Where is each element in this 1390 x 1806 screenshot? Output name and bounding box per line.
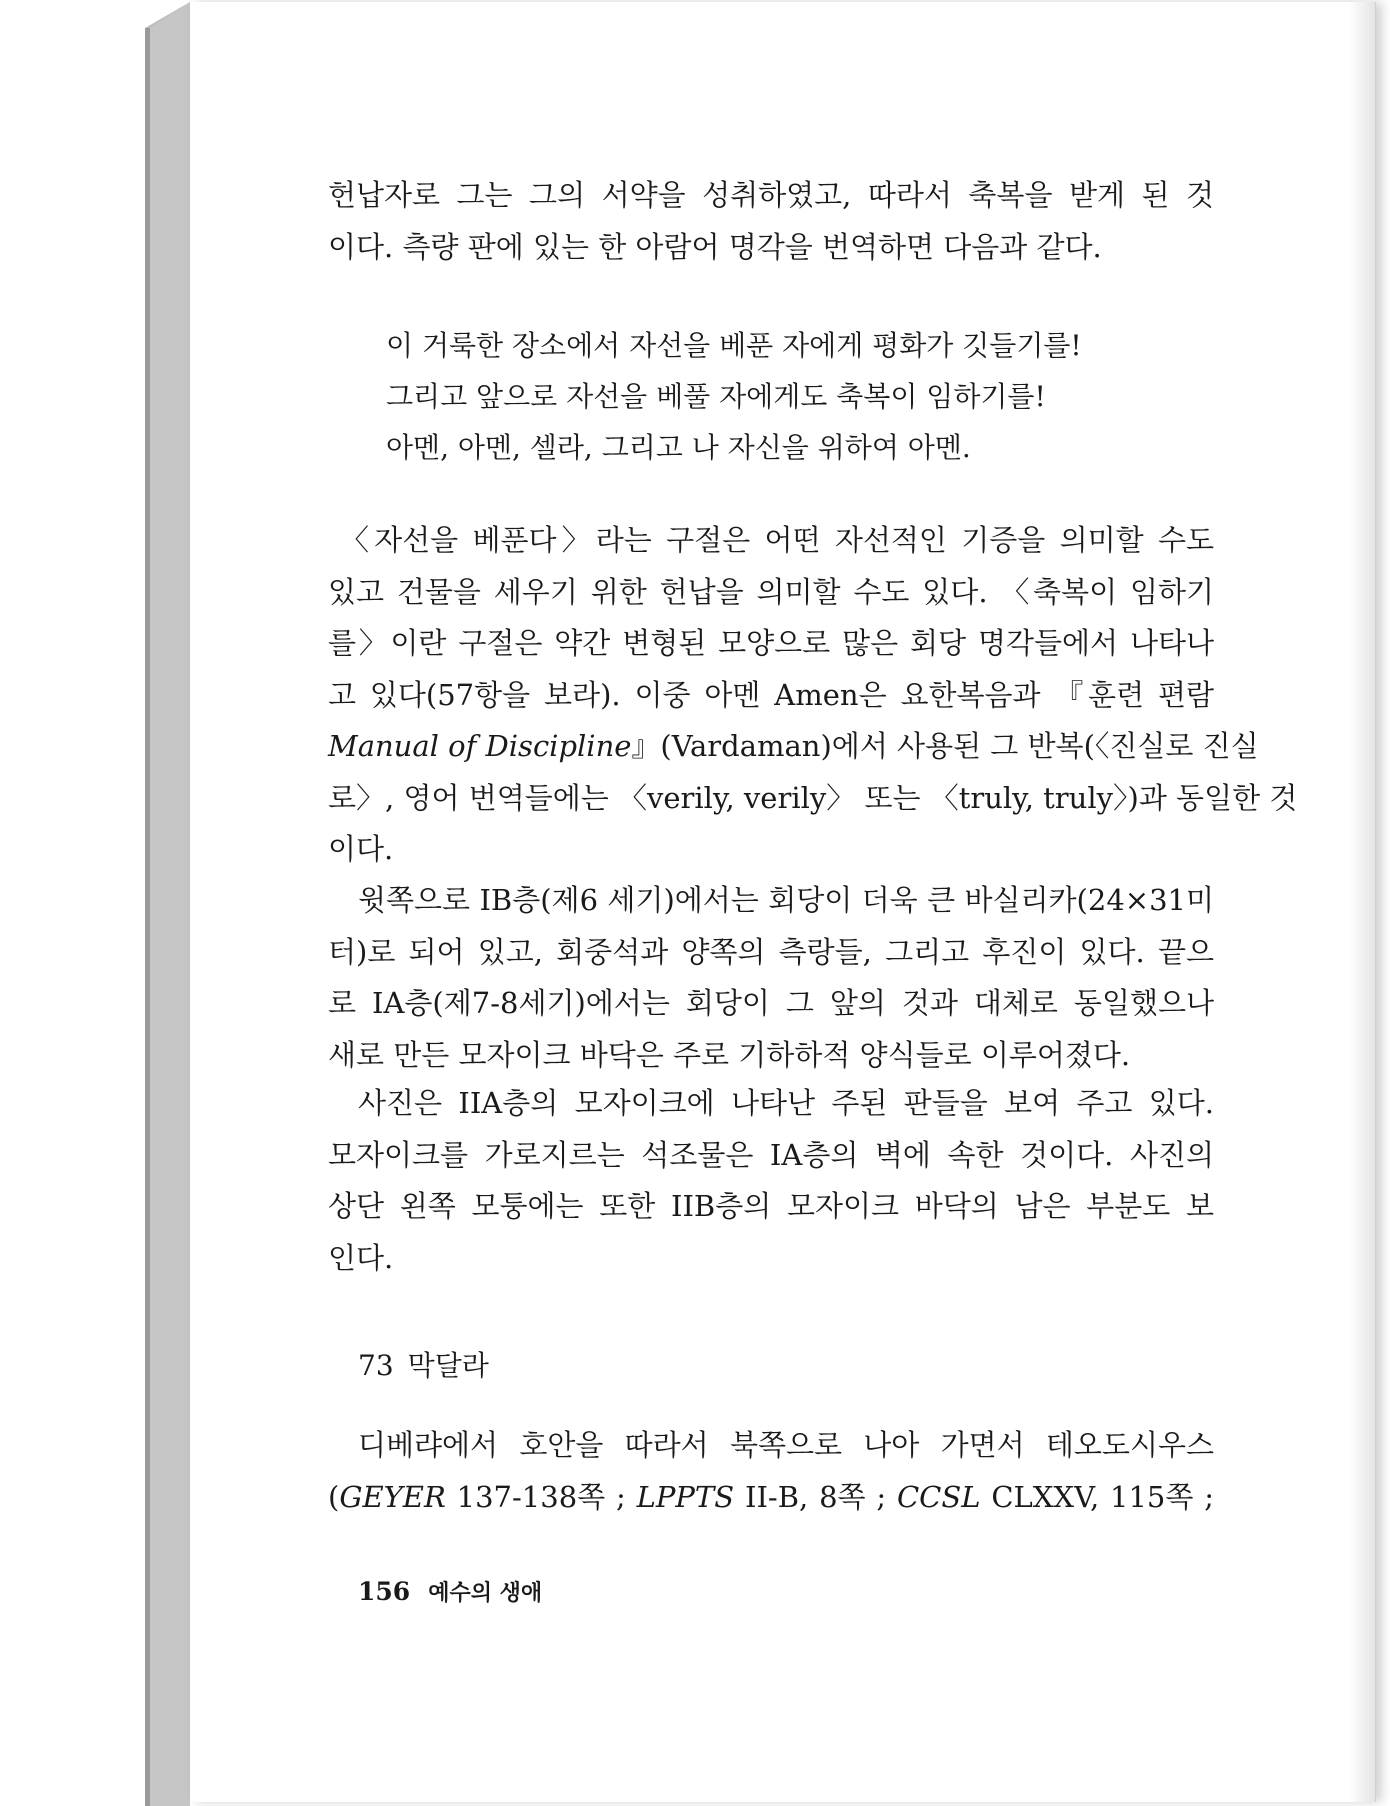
paragraph-3 — [328, 875, 1214, 1081]
text-line: 인다. — [328, 1240, 394, 1275]
section-heading — [358, 1346, 489, 1386]
text-line: 〈자선을 베푼다〉라는 구절은 어떤 자선적인 기증을 의미할 수도 — [340, 523, 1214, 557]
page-edge-shadow — [1349, 2, 1375, 1802]
italic-source: CCSL — [896, 1479, 981, 1514]
page-number: 156 — [358, 1577, 411, 1606]
quoted-inscription — [386, 320, 1146, 473]
quote-line: 그리고 앞으로 자선을 베풀 자에게도 축복이 임하기를! — [386, 380, 1046, 413]
quote-line: 아멘, 아멘, 셀라, 그리고 나 자신을 위하여 아멘. — [386, 431, 971, 464]
text-line: 상단 왼쪽 모퉁에는 또한 IIB층의 모자이크 바닥의 남은 부분도 보 — [328, 1189, 1214, 1223]
book-page — [190, 2, 1376, 1802]
text-fragment: 』(Vardaman)에서 사용된 그 반복(〈진실로 진실 — [631, 729, 1259, 763]
section-number: 73 — [358, 1349, 394, 1382]
page-footer — [358, 1575, 542, 1611]
italic-source: GEYER — [339, 1479, 446, 1514]
text-line: 고 있다(57항을 보라). 이중 아멘 Amen은 요한복음과 『훈련 편람 — [328, 677, 1214, 712]
text-line — [328, 1472, 1214, 1524]
text-fragment: ( — [328, 1479, 340, 1514]
italic-title: Manual of Discipline — [328, 729, 632, 763]
text-fragment: 137-138쪽 ; — [445, 1479, 637, 1514]
section-title: 막달라 — [407, 1349, 489, 1382]
text-line: 이다. — [328, 832, 394, 866]
text-line: 헌납자로 그는 그의 서약을 성취하였고, 따라서 축복을 받게 된 것 — [328, 178, 1214, 212]
paragraph-1 — [328, 170, 1214, 273]
text-line: 있고 건물을 세우기 위한 헌납을 의미할 수도 있다. 〈축복이 임하기 — [328, 574, 1214, 609]
text-line: 를〉이란 구절은 약간 변형된 모양으로 많은 회당 명각들에서 나타나 — [328, 626, 1214, 660]
text-line: 모자이크를 가로지르는 석조물은 IA층의 벽에 속한 것이다. 사진의 — [328, 1137, 1214, 1172]
text-line: 로 IA층(제7-8세기)에서는 회당이 그 앞의 것과 대체로 동일했으나 — [328, 986, 1214, 1020]
text-line: 윗쪽으로 IB층(제6 세기)에서는 회당이 더욱 큰 바실리카(24×31미 — [358, 883, 1214, 917]
book-title: 예수의 생애 — [428, 1581, 543, 1606]
paragraph-5 — [328, 1420, 1214, 1523]
text-line: 디베랴에서 호안을 따라서 북쪽으로 나아 가면서 테오도시우스 — [358, 1428, 1214, 1462]
quote-line: 이 거룩한 장소에서 자선을 베푼 자에게 평화가 깃들기를! — [386, 329, 1082, 362]
text-line: 새로 만든 모자이크 바닥은 주로 기하하적 양식들로 이루어졌다. — [328, 1037, 1131, 1072]
text-line: 로〉, 영어 번역들에는 〈verily, verily〉 또는 〈truly, truly〉)과 동일한 것 — [328, 780, 1298, 815]
book-spine — [0, 0, 200, 1806]
paragraph-4 — [328, 1078, 1214, 1284]
text-line: 이다. 측량 판에 있는 한 아람어 명각을 번역하면 다음과 같다. — [328, 229, 1102, 264]
text-line: 터)로 되어 있고, 회중석과 양쪽의 측랑들, 그리고 후진이 있다. 끝으 — [328, 934, 1214, 969]
text-fragment: CLXXV, 115쪽 ; — [980, 1479, 1214, 1514]
text-line — [328, 721, 1259, 773]
paragraph-2 — [328, 515, 1298, 876]
text-fragment: II-B, 8쪽 ; — [734, 1479, 897, 1514]
text-line: 사진은 IIA층의 모자이크에 나타난 주된 판들을 보여 주고 있다. — [358, 1086, 1214, 1120]
italic-source: LPPTS — [636, 1479, 735, 1514]
